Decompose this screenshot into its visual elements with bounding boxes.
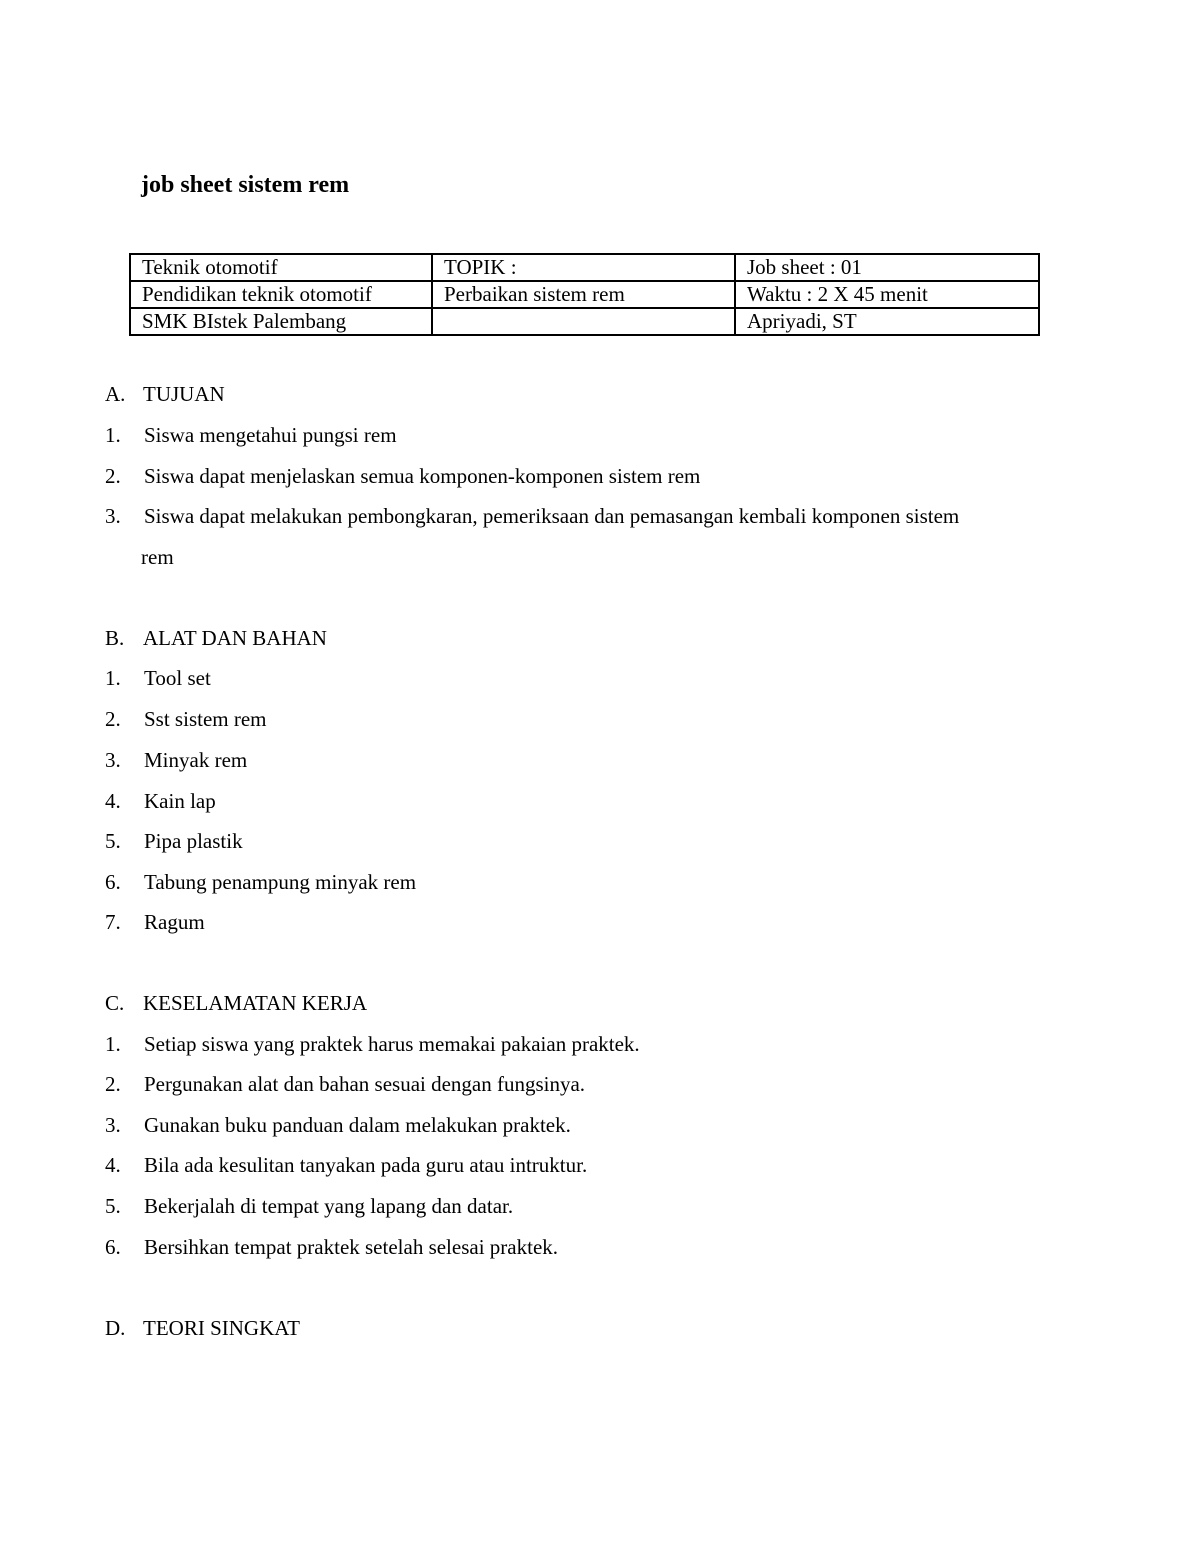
list-text: Sst sistem rem (144, 707, 267, 731)
list-number: 6. (105, 1235, 121, 1259)
list-text: Bila ada kesulitan tanyakan pada guru atau intruktur. (144, 1153, 588, 1177)
list-number: 3. (105, 504, 121, 528)
list-text: Bekerjalah di tempat yang lapang dan datar. (144, 1194, 514, 1218)
list-text: Ragum (144, 910, 205, 934)
list-item (105, 503, 959, 529)
list-item (105, 1031, 640, 1057)
section-heading-alat-dan-bahan (105, 625, 327, 651)
list-text: Pipa plastik (144, 829, 243, 853)
table-cell: Apriyadi, ST (735, 308, 1039, 335)
list-item (105, 909, 205, 935)
section-title: TUJUAN (143, 382, 225, 406)
list-text: Pergunakan alat dan bahan sesuai dengan fungsinya. (144, 1072, 586, 1096)
section-label: B. (105, 626, 125, 650)
list-item (105, 463, 700, 489)
list-number: 1. (105, 423, 121, 447)
list-text: Tool set (144, 666, 211, 690)
table-cell: Waktu : 2 X 45 menit (735, 281, 1039, 308)
list-item (105, 1152, 587, 1178)
list-item (105, 665, 211, 691)
list-item (105, 706, 267, 732)
list-number: 1. (105, 1032, 121, 1056)
list-number: 5. (105, 829, 121, 853)
list-item (105, 788, 216, 814)
section-label: A. (105, 382, 126, 406)
list-item (105, 1193, 513, 1219)
list-text: Siswa mengetahui pungsi rem (144, 423, 397, 447)
section-title: ALAT DAN BAHAN (143, 626, 327, 650)
section-label: D. (105, 1316, 126, 1340)
list-text: Setiap siswa yang praktek harus memakai pakaian praktek. (144, 1032, 640, 1056)
list-item-continuation: rem (141, 545, 174, 569)
list-number: 6. (105, 870, 121, 894)
list-text: Gunakan buku panduan dalam melakukan praktek. (144, 1113, 571, 1137)
table-row (130, 281, 1039, 308)
list-number: 3. (105, 1113, 121, 1137)
table-row (130, 254, 1039, 281)
section-heading-tujuan (105, 381, 225, 407)
list-item (105, 869, 416, 895)
table-cell: TOPIK : (432, 254, 735, 281)
list-number: 7. (105, 910, 121, 934)
list-item (105, 422, 397, 448)
table-cell (432, 308, 735, 335)
list-item (105, 1071, 585, 1097)
list-item (105, 747, 247, 773)
section-heading-keselamatan-kerja (105, 990, 367, 1016)
table-cell: Job sheet : 01 (735, 254, 1039, 281)
section-title: TEORI SINGKAT (143, 1316, 300, 1340)
list-item (105, 1234, 558, 1260)
list-text: Tabung penampung minyak rem (144, 870, 417, 894)
list-number: 3. (105, 748, 121, 772)
table-cell: Pendidikan teknik otomotif (130, 281, 432, 308)
list-text: Minyak rem (144, 748, 248, 772)
section-heading-teori-singkat (105, 1315, 300, 1341)
list-number: 5. (105, 1194, 121, 1218)
list-number: 4. (105, 789, 121, 813)
list-item (105, 828, 243, 854)
list-number: 2. (105, 464, 121, 488)
list-text: Bersihkan tempat praktek setelah selesai praktek. (144, 1235, 559, 1259)
section-title: KESELAMATAN KERJA (143, 991, 368, 1015)
table-cell: Perbaikan sistem rem (432, 281, 735, 308)
info-table (129, 253, 1040, 336)
list-text: Siswa dapat menjelaskan semua komponen-komponen sistem rem (144, 464, 701, 488)
list-number: 2. (105, 1072, 121, 1096)
table-cell: SMK BIstek Palembang (130, 308, 432, 335)
list-number: 4. (105, 1153, 121, 1177)
list-item (105, 1112, 571, 1138)
table-cell: Teknik otomotif (130, 254, 432, 281)
section-label: C. (105, 991, 125, 1015)
list-text: Siswa dapat melakukan pembongkaran, pemeriksaan dan pemasangan kembali komponen sistem (144, 504, 960, 528)
list-text: Kain lap (144, 789, 216, 813)
document-title: job sheet sistem rem (141, 172, 350, 198)
list-number: 2. (105, 707, 121, 731)
table-row (130, 308, 1039, 335)
list-number: 1. (105, 666, 121, 690)
